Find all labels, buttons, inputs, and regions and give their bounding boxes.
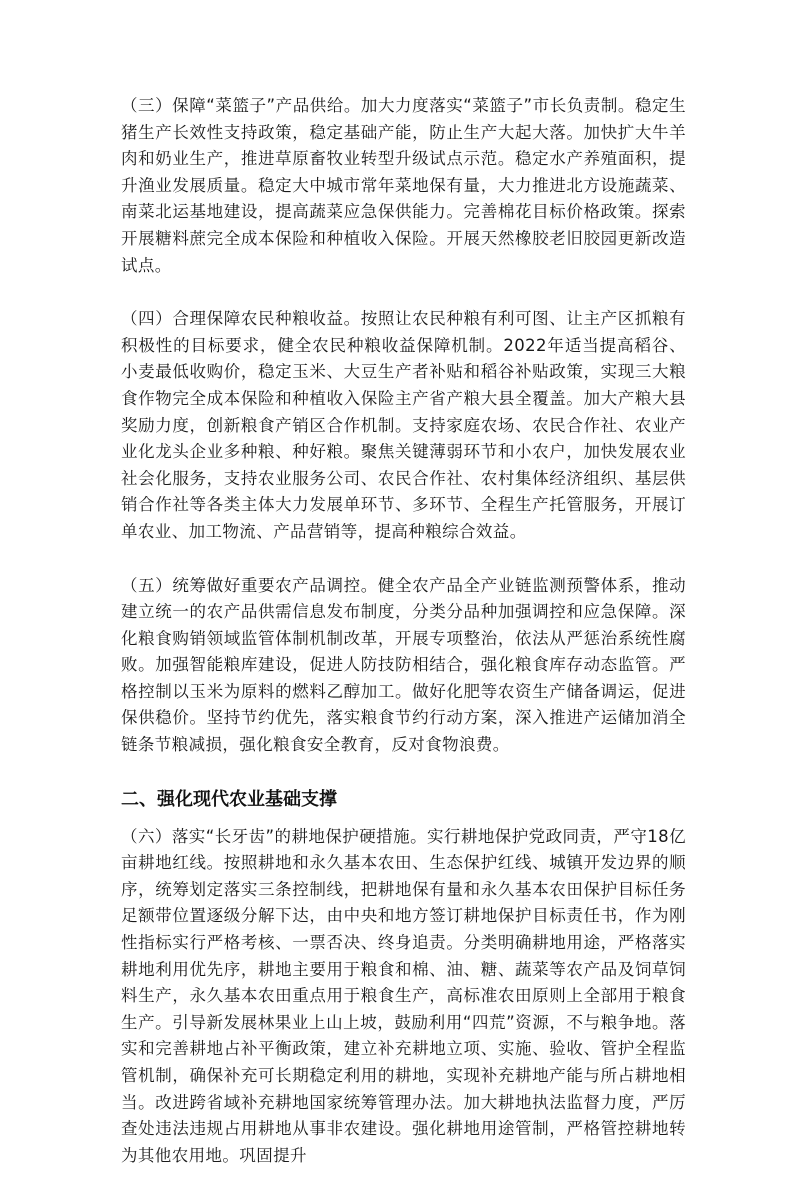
paragraph-vegetable-basket: （三）保障“菜篮子”产品供给。加大力度落实“菜篮子”市长负责制。稳定生猪生产长效性支持政策，稳定基础产能，防止生产大起大落。加快扩大牛羊肉和奶业生产，推进草原畜牧业转型升级试点示范。稳定水产养殖面积，提升渔业发展质量。稳定大中城市常年菜地保有量，大力推进北方设施蔬菜、南菜北运基地建设，提高蔬菜应急保供能力。完善棉花目标价格政策。探索开展糖料蔗完全成本保险和种植收入保险。开展天然橡胶老旧胶园更新改造试点。	[121, 96, 686, 275]
paragraph-product-regulation: （五）统筹做好重要农产品调控。健全农产品全产业链监测预警体系，推动建立统一的农产品供需信息发布制度，分类分品种加强调控和应急保障。深化粮食购销领域监管体制机制改革，开展专项整治，依法从严惩治系统性腐败。加强智能粮库建设，促进人防技防相结合，强化粮食库存动态监管。严格控制以玉米为原料的燃料乙醇加工。做好化肥等农资生产储备调运，促进保供稳价。坚持节约优先，落实粮食节约行动方案，深入推进产运储加消全链条节粮减损，强化粮食安全教育，反对食物浪费。	[121, 575, 686, 755]
paragraph-grain-income: （四）合理保障农民种粮收益。按照让农民种粮有利可图、让主产区抓粮有积极性的目标要求，健全农民种粮收益保障机制。2022年适当提高稻谷、小麦最低收购价，稳定玉米、大豆生产者补贴和稻谷补贴政策，实现三大粮食作物完全成本保险和种植收入保险主产省产粮大县全覆盖。加大产粮大县奖励力度，创新粮食产销区合作机制。支持家庭农场、农民合作社、农业产业化龙头企业多种粮、种好粮。聚焦关键薄弱环节和小农户，加快发展农业社会化服务，支持农业服务公司、农民合作社、农村集体经济组织、基层供销合作社等各类主体大力发展单环节、多环节、全程生产托管服务，开展订单农业、加工物流、产品营销等，提高种粮综合效益。	[121, 309, 686, 541]
document-page	[121, 93, 686, 1196]
section-heading: 二、强化现代农业基础支撑	[121, 788, 337, 810]
paragraph-farmland-protection: （六）落实“长牙齿”的耕地保护硬措施。实行耕地保护党政同责，严守18亿亩耕地红线。按照耕地和永久基本农田、生态保护红线、城镇开发边界的顺序，统筹划定落实三条控制线，把耕地保有量和永久基本农田保护目标任务足额带位置逐级分解下达，由中央和地方签订耕地保护目标责任书，作为刚性指标实行严格考核、一票否决、终身追责。分类明确耕地用途，严格落实耕地利用优先序，耕地主要用于粮食和棉、油、糖、蔬菜等农产品及饲草饲料生产，永久基本农田重点用于粮食生产，高标准农田原则上全部用于粮食生产。引导新发展林果业上山上坡，鼓励利用“四荒”资源，不与粮争地。落实和完善耕地占补平衡政策，建立补充耕地立项、实施、验收、管护全程监管机制，确保补充可长期稳定利用的耕地，实现补充耕地产能与所占耕地相当。改进跨省域补充耕地国家统筹管理办法。加大耕地执法监督力度，严厉查处违法违规占用耕地从事非农建设。强化耕地用途管制，严格管控耕地转为其他农用地。巩固提升	[121, 826, 686, 1165]
